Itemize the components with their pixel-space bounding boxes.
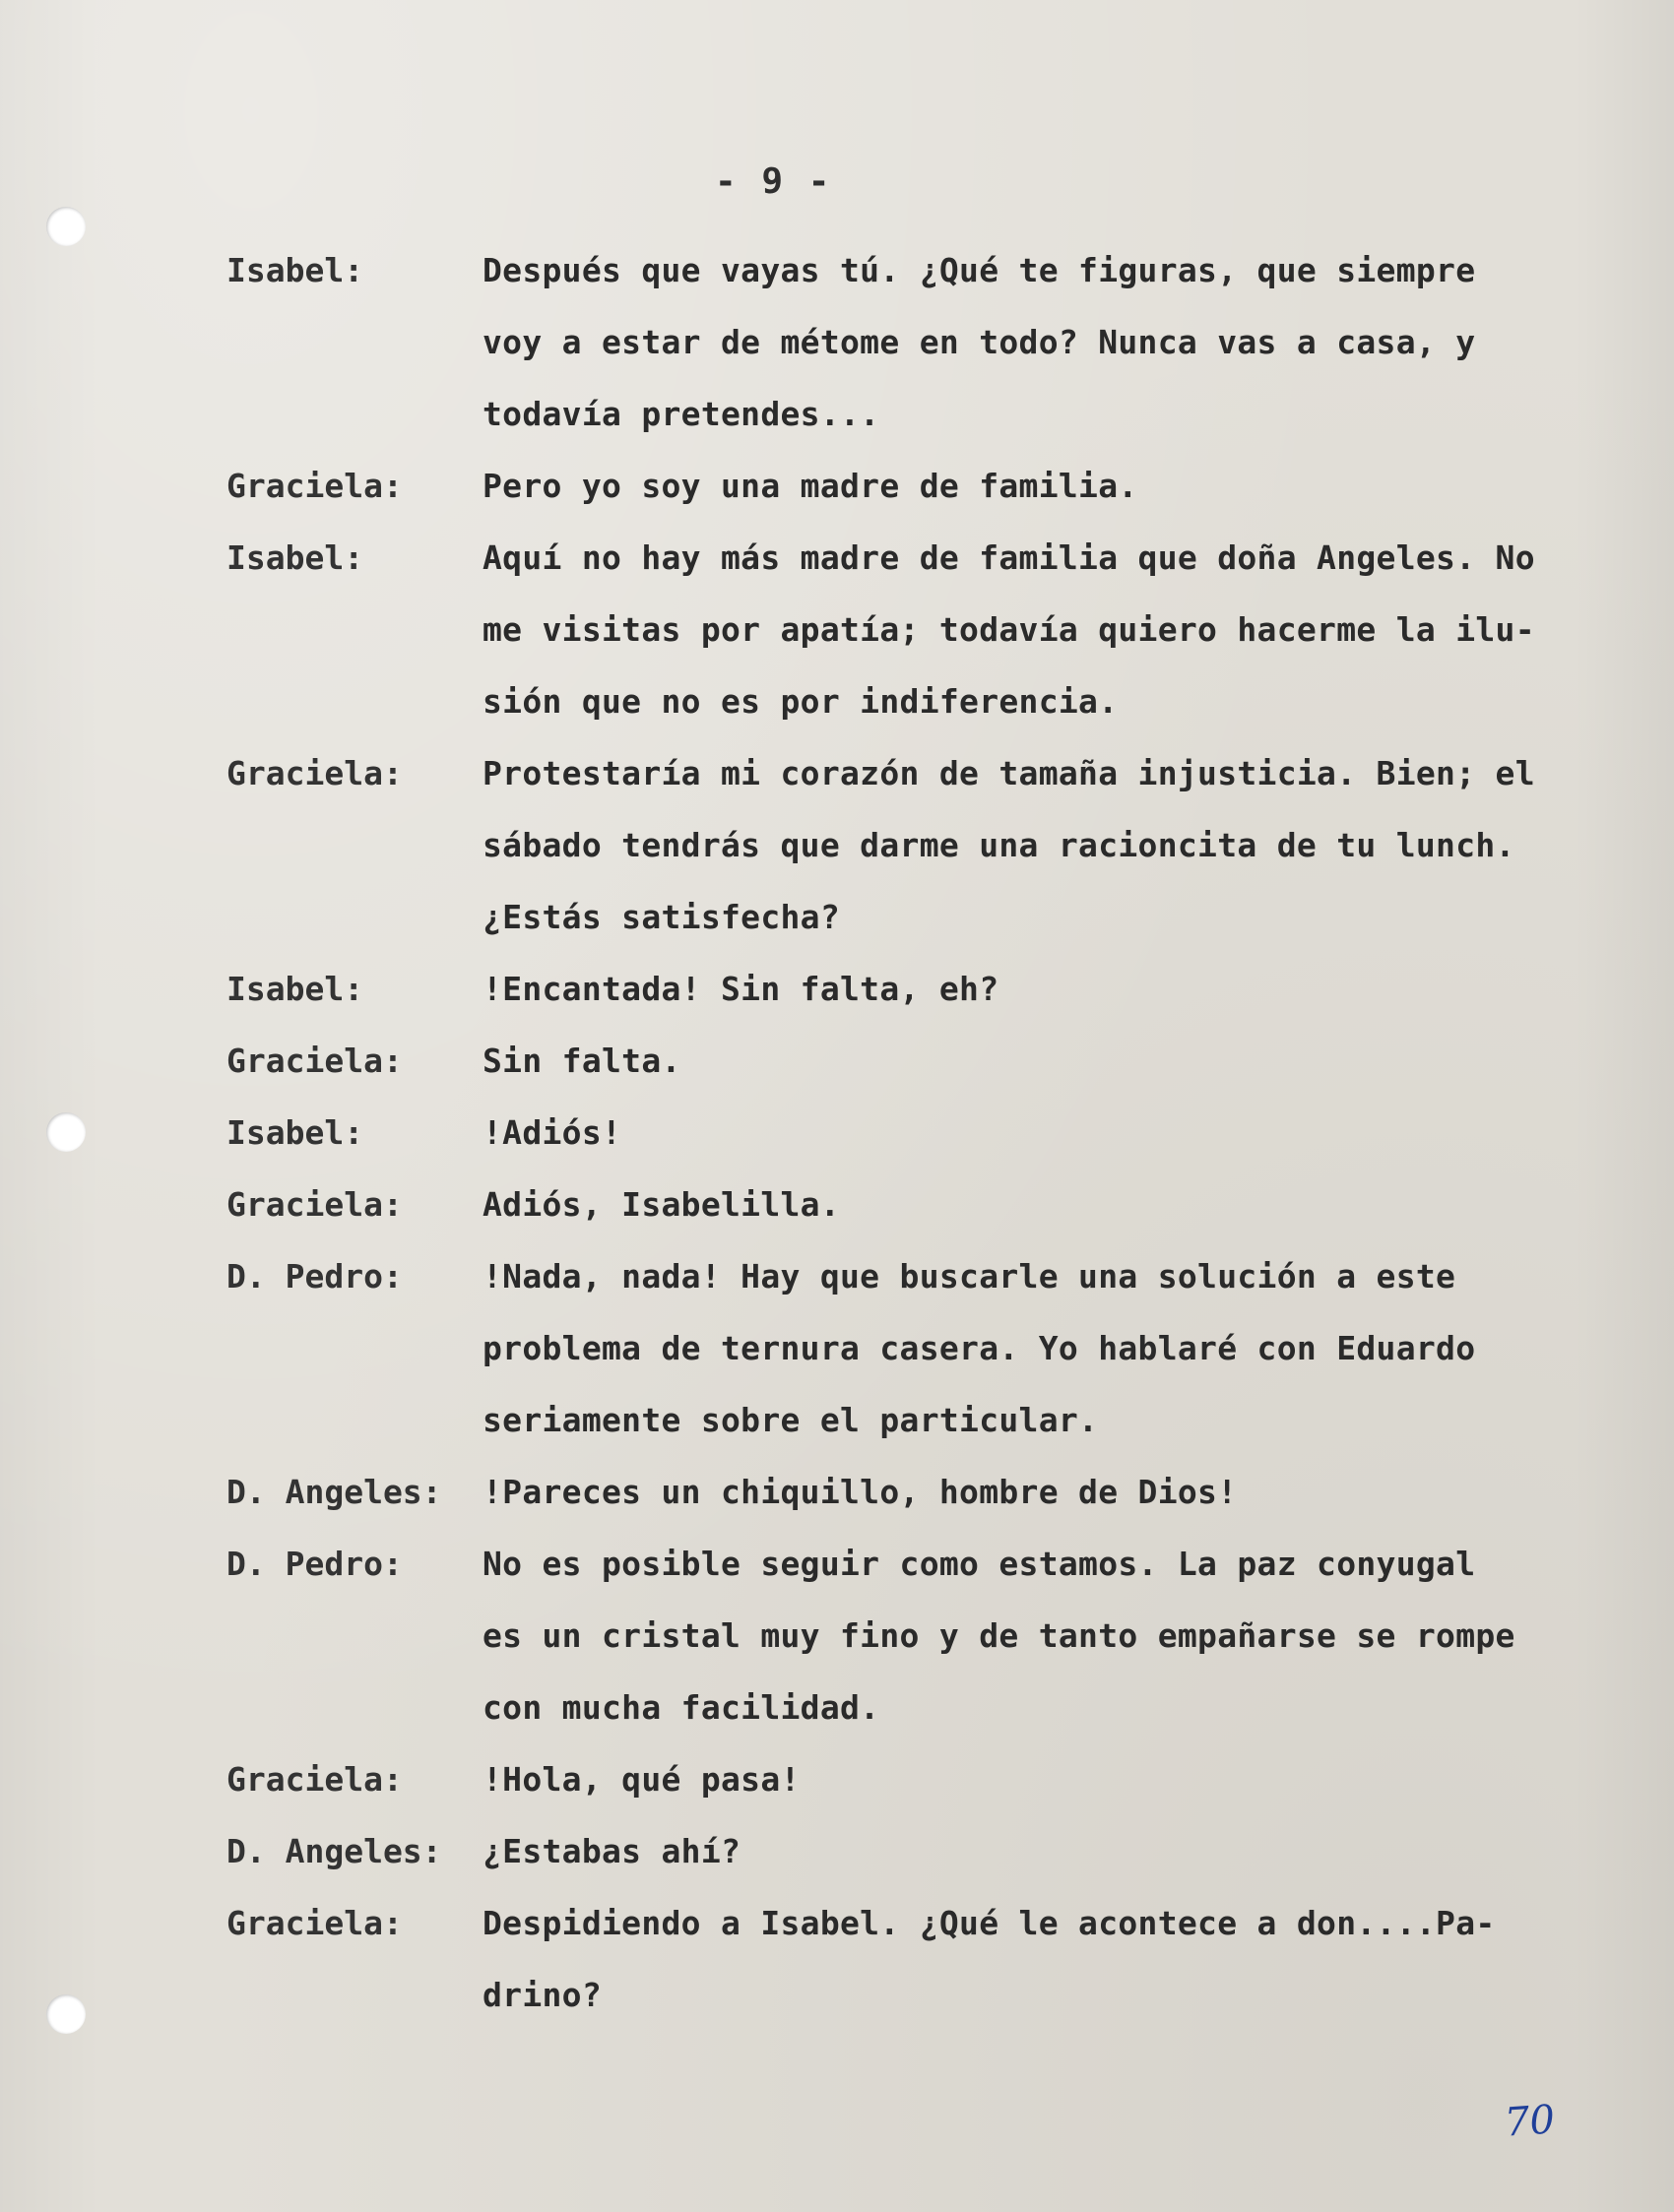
speech-line: todavía pretendes...: [483, 395, 880, 433]
speaker-name: Isabel:: [226, 251, 364, 289]
dialogue-line: [0, 1743, 1674, 1815]
speech-line: sión que no es por indiferencia.: [483, 682, 1119, 721]
speech-text: [483, 953, 1566, 1025]
speech-text: [483, 450, 1566, 522]
speech-text: [483, 1097, 1566, 1169]
speech-line: !Nada, nada! Hay que buscarle una solución a este: [483, 1257, 1456, 1296]
speech-line: sábado tendrás que darme una racioncita de tu lunch.: [483, 826, 1515, 864]
speech-line: me visitas por apatía; todavía quiero hacerme la ilu-: [483, 610, 1535, 649]
speech-line: No es posible seguir como estamos. La paz conyugal: [483, 1545, 1476, 1583]
speech-text: [483, 234, 1566, 450]
speech-line: con mucha facilidad.: [483, 1688, 880, 1727]
speech-line: ¿Estás satisfecha?: [483, 898, 841, 936]
speech-line: !Adiós!: [483, 1113, 622, 1152]
speech-line: Aquí no hay más madre de familia que doña Angeles. No: [483, 538, 1535, 577]
speaker-name: Graciela:: [226, 467, 403, 505]
speaker-name: Graciela:: [226, 754, 403, 792]
speaker-name: Isabel:: [226, 1113, 364, 1152]
speech-line: !Encantada! Sin falta, eh?: [483, 970, 999, 1008]
page-number: - 9 -: [715, 161, 832, 202]
speech-text: [483, 1815, 1566, 1887]
speech-text: [483, 1025, 1566, 1097]
dialogue-line: [0, 1456, 1674, 1528]
dialogue-line: [0, 234, 1674, 450]
speech-line: seriamente sobre el particular.: [483, 1401, 1099, 1439]
speech-line: Despidiendo a Isabel. ¿Qué le acontece a don....Pa-: [483, 1904, 1496, 1942]
dialogue-line: [0, 1025, 1674, 1097]
dialogue-line: [0, 1097, 1674, 1169]
speaker-name: D. Angeles:: [226, 1473, 442, 1511]
dialogue-line: [0, 1528, 1674, 1743]
dialogue-line: [0, 953, 1674, 1025]
speech-line: Sin falta.: [483, 1042, 681, 1080]
speech-line: Después que vayas tú. ¿Qué te figuras, que siempre: [483, 251, 1476, 289]
speech-line: Adiós, Isabelilla.: [483, 1185, 841, 1224]
dialogue-line: [0, 1815, 1674, 1887]
speaker-name: D. Angeles:: [226, 1832, 442, 1870]
speech-text: [483, 522, 1566, 737]
speech-line: drino?: [483, 1976, 603, 2014]
dialogue-line: [0, 1887, 1674, 2031]
speaker-name: Graciela:: [226, 1042, 403, 1080]
speech-line: !Hola, qué pasa!: [483, 1760, 801, 1799]
speech-line: voy a estar de métome en todo? Nunca vas a casa, y: [483, 323, 1476, 361]
speech-text: [483, 1240, 1566, 1456]
speech-text: [483, 737, 1566, 953]
speech-line: problema de ternura casera. Yo hablaré con Eduardo: [483, 1329, 1476, 1367]
speech-line: es un cristal muy fino y de tanto empañarse se rompe: [483, 1616, 1515, 1655]
speaker-name: Graciela:: [226, 1760, 403, 1799]
dialogue-list: [0, 234, 1674, 2031]
speaker-name: Graciela:: [226, 1185, 403, 1224]
speech-text: [483, 1528, 1566, 1743]
speaker-name: Isabel:: [226, 538, 364, 577]
speech-text: [483, 1169, 1566, 1240]
dialogue-line: [0, 1169, 1674, 1240]
speech-text: [483, 1743, 1566, 1815]
speech-line: Protestaría mi corazón de tamaña injusticia. Bien; el: [483, 754, 1535, 792]
speech-text: [483, 1887, 1566, 2031]
speaker-name: D. Pedro:: [226, 1545, 403, 1583]
speaker-name: Graciela:: [226, 1904, 403, 1942]
dialogue-line: [0, 522, 1674, 737]
speech-text: [483, 1456, 1566, 1528]
speech-line: Pero yo soy una madre de familia.: [483, 467, 1138, 505]
speech-line: ¿Estabas ahí?: [483, 1832, 741, 1870]
handwritten-page-note: 70: [1503, 2097, 1557, 2146]
dialogue-line: [0, 737, 1674, 953]
speaker-name: D. Pedro:: [226, 1257, 403, 1296]
dialogue-line: [0, 1240, 1674, 1456]
speech-line: !Pareces un chiquillo, hombre de Dios!: [483, 1473, 1238, 1511]
speaker-name: Isabel:: [226, 970, 364, 1008]
dialogue-line: [0, 450, 1674, 522]
